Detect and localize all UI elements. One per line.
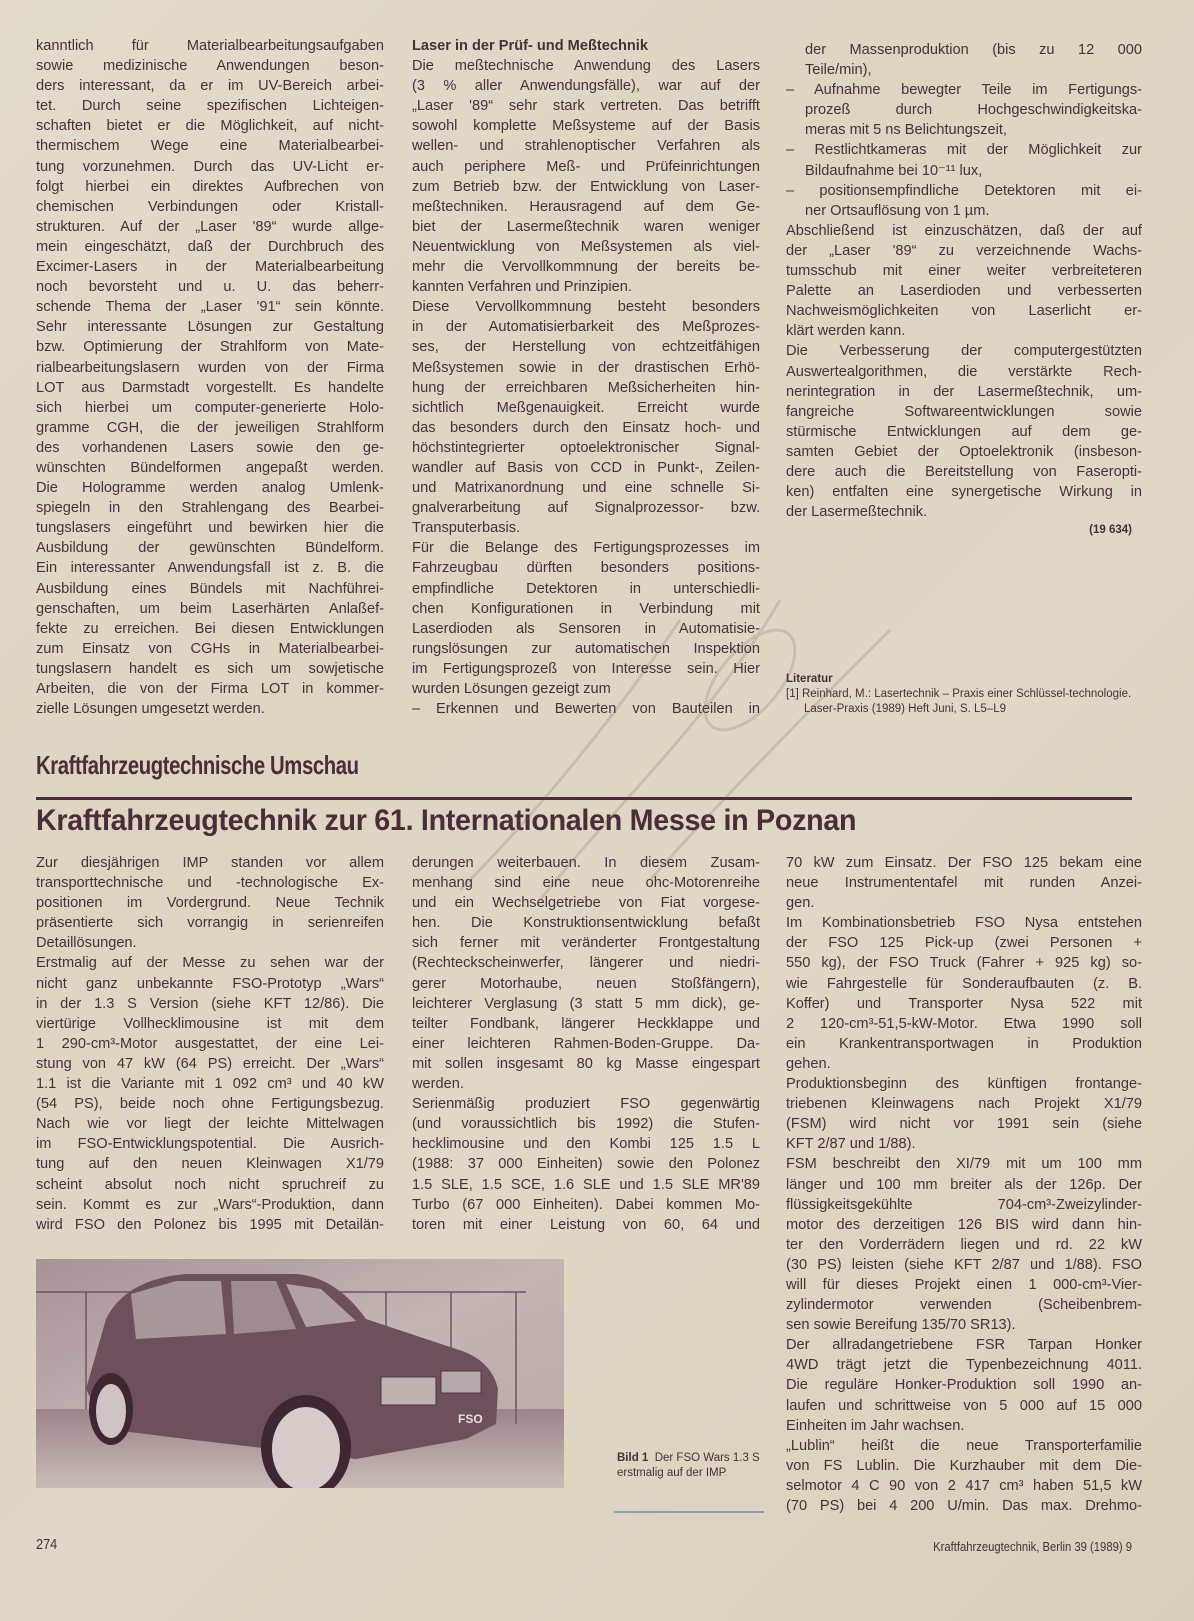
text-line: 4WD trägt jetzt die Typenbezeichnung 4011. (786, 1357, 1142, 1374)
text-line: Die Verbesserung der computergestützten (786, 343, 1142, 360)
text-line: 2 120-cm³-51,5-kW-Motor. Etwa 1990 soll (786, 1015, 1142, 1032)
text-line: 1 290-cm³-Motor ausgestattet, der eine Lei- (36, 1035, 384, 1052)
text-line: Excimer-Lasers in der Materialbearbeitung (36, 259, 384, 276)
text-line: toren mit einer Leistung von 60, 64 und (412, 1216, 760, 1233)
text-line: kanntlich für Materialbearbeitungsaufgaben (36, 38, 384, 54)
article1-column-1 (36, 36, 384, 719)
journal-citation: Kraftfahrzeugtechnik, Berlin 39 (1989) 9 (933, 1540, 1132, 1554)
text-line: tungslasers eingeführt und bewirken hier die (36, 520, 384, 537)
literature-entry: [1] Reinhard, M.: Lasertechnik – Praxis einer Schlüssel-technologie. Laser-Praxis (1989) Heft Juni, S. L5–L9 (786, 688, 1132, 715)
text-line: sen sowie Bereifung 135/70 SR13). (786, 1317, 1016, 1334)
section-label: Kraftfahrzeugtechnische Umschau (36, 750, 359, 780)
text-line: tet. Durch seine spezifischen Lichteigen- (36, 98, 384, 115)
text-line: sowie medizinische Anwendungen beson- (36, 58, 384, 75)
text-line: kannten Verfahren und Prinzipien. (412, 279, 632, 296)
text-line: Teile/min), (805, 62, 872, 79)
text-line: hen. Die Konstruktionsentwicklung befaßt (412, 915, 760, 932)
text-line: wünschten Bündelformen angepaßt werden. (36, 459, 384, 476)
article1-column-2-body (412, 56, 760, 719)
text-line: meras mit 5 ns Belichtungszeit, (805, 122, 1007, 139)
text-line: Neuentwicklung von Meßsystemen als viel- (412, 238, 760, 255)
literature-section (786, 672, 1142, 717)
text-line: fangreiche Softwareentwicklungen sowie (786, 403, 1142, 420)
text-line: menhang sind eine neue ohc-Motorenreihe (412, 875, 760, 892)
text-line: wellen- und strahlenoptischer Verfahren als (412, 138, 760, 155)
text-line: im FSO-Entwicklungspotential. Die Ausrich- (36, 1136, 384, 1153)
text-line: stung von 47 kW (64 PS) erreicht. Der „Wars“ (36, 1055, 384, 1072)
text-line: im Fertigungsprozeß von Interesse sein. Hier (412, 660, 760, 677)
text-line: positionen im Vordergrund. Neue Technik (36, 895, 384, 912)
text-line: spiegeln in den Strahlengang des Bearbei- (36, 500, 384, 517)
text-line: einer leichteren Rahmen-Boden-Gruppe. Da- (412, 1035, 760, 1052)
text-line: hecklimousine und den Kombi 125 1.5 L (412, 1136, 760, 1153)
text-line: auch periphere Meß- und Prüfeinrichtungen (412, 158, 760, 175)
text-line: (3 % aller Anwendungsfälle), war auf der (412, 78, 760, 95)
text-line: Bildaufnahme bei 10⁻¹¹ lux, (805, 162, 983, 179)
text-line: in der 1.3 S Version (siehe KFT 12/86). Die (36, 995, 384, 1012)
text-line: in der Automatisierbarkeit des Meßprozes- (412, 319, 760, 336)
caption-rule (614, 1511, 764, 1513)
text-line: wird FSO den Polonez bis 1995 mit Detailän- (36, 1216, 384, 1233)
text-line: wie Fahrgestelle für Sonderaufbauten (z. B. (786, 975, 1142, 992)
text-line: Zur diesjährigen IMP standen vor allem (36, 855, 384, 871)
text-line: Die meßtechnische Anwendung des Lasers (412, 58, 760, 75)
text-line: Meßsystemen sowie in der drastischen Erhö- (412, 359, 760, 376)
text-line: Transputerbasis. (412, 520, 521, 537)
text-line: Der allradangetriebene FSR Tarpan Honker (786, 1337, 1142, 1354)
text-line: folgt hierbei ein direktes Aufbrechen von (36, 178, 384, 195)
text-line: fekte zu erreichen. Bei diesen Entwicklungen (36, 620, 384, 637)
text-line: schende Thema der „Laser '91“ sein könnte. (36, 299, 384, 316)
text-line: – Erkennen und Bewerten von Bauteilen in (412, 701, 760, 718)
text-line: scheint absolut noch nicht spruchreif zu (36, 1176, 384, 1193)
text-line: – positionsempfindliche Detektoren mit ei- (786, 182, 1142, 199)
text-line: ner Ortsauflösung von 1 µm. (805, 202, 990, 219)
text-line: Nach wie vor liegt der leichte Mittelwagen (36, 1116, 384, 1133)
text-line: Die reguläre Honker-Produktion soll 1990 an- (786, 1377, 1142, 1394)
text-line: 550 kg), der FSO Truck (Fahrer + 925 kg) so- (786, 955, 1142, 972)
article-reference-number: (19 634) (1089, 524, 1132, 536)
text-line: will für dieses Projekt einen 1 000-cm³-Vier- (786, 1276, 1142, 1293)
text-line: sichtlich Meßgenauigkeit. Erreicht wurde (412, 399, 760, 416)
figure-caption (617, 1451, 767, 1481)
text-line: zum Einsatz von CGHs in Materialbearbei- (36, 640, 384, 657)
text-line: sich ferner mit veränderter Frontgestaltung (412, 935, 760, 952)
text-line: teilter Fondbank, längerer Heckklappe und (412, 1015, 760, 1032)
page-number: 274 (36, 1536, 58, 1553)
text-line: der Massenproduktion (bis zu 12 000 (805, 42, 1142, 58)
text-line: tung vorzunehmen. Durch das UV-Licht er- (36, 158, 384, 175)
article1-column-2 (412, 36, 760, 719)
text-line: zylindermotor verwenden (Scheibenbrem- (786, 1297, 1142, 1314)
text-line: präsentierte sich vorrangig in serienreifen (36, 915, 384, 932)
text-line: sowohl komplette Meßsysteme auf der Basis (412, 118, 760, 135)
text-line: meßtechniken. Herausragend auf dem Ge- (412, 198, 760, 215)
subheading-laser-messtechnik: Laser in der Prüf- und Meßtechnik (412, 38, 648, 54)
text-line: chen Konfigurationen in Verbindung mit (412, 600, 760, 617)
text-line: prozeß durch Hochgeschwindigkeitska- (805, 102, 1142, 119)
text-line: „Lublin“ heißt die neue Transporterfamilie (786, 1437, 1142, 1454)
text-line: ken) entfalten eine synergetische Wirkung in (786, 484, 1142, 501)
text-line: Erstmalig auf der Messe zu sehen war der (36, 955, 384, 972)
text-line: nicht ganz unbekannte FSO-Prototyp „Wars“ (36, 975, 384, 992)
text-line: selmotor 4 C 90 von 2 417 cm³ haben 51,5 kW (786, 1477, 1142, 1494)
text-line: ter den Vorderrädern liegen und rd. 22 kW (786, 1236, 1142, 1253)
text-line: rungslösungen zur automatischen Inspektion (412, 640, 760, 657)
text-line: sein. Kommt es zur „Wars“-Produktion, dann (36, 1196, 384, 1213)
text-line: ders interessant, da er im UV-Bereich arbei- (36, 78, 384, 95)
text-line: thermischem Wege eine Materialbearbei- (36, 138, 384, 155)
text-line: der FSO 125 Pick-up (zwei Personen + (786, 935, 1142, 952)
text-line: (FSM) wird nicht vor 1991 sein (siehe (786, 1116, 1142, 1133)
text-line: Koffer) und Transporter Nysa 522 mit (786, 995, 1142, 1012)
text-line: FSM beschreibt den XI/79 mit um 100 mm (786, 1156, 1142, 1173)
text-line: mehr die Vervollkommnung der bereits be- (412, 259, 760, 276)
text-line: empfindliche Detektoren in unterschiedli- (412, 580, 760, 597)
text-line: – Restlichtkameras mit der Möglichkeit zur (786, 142, 1142, 159)
text-line: Sehr interessante Lösungen zur Gestaltung (36, 319, 384, 336)
text-line: samten Gebiet der Optoelektronik (insbeson- (786, 443, 1142, 460)
text-line: Abschließend ist einzuschätzen, daß der auf (786, 222, 1142, 239)
text-line: der „Laser '89“ zu verzeichnende Wachs- (786, 242, 1142, 259)
text-line: genschaften, um beim Laserhärten Anlaßef- (36, 600, 384, 617)
car-photo-illustration (36, 1259, 564, 1488)
text-line: (70 PS) bei 4 200 U/min. Das max. Drehmo- (786, 1498, 1142, 1514)
text-line: mein eingeschätzt, daß der Durchbruch des (36, 238, 384, 255)
text-line: Turbo (67 000 Einheiten). Dabei kommen Mo- (412, 1196, 760, 1213)
text-line: gnalverarbeitung auf Signalprozessor- bzw. (412, 500, 760, 517)
text-line: Auswertealgorithmen, die verstärkte Rech- (786, 363, 1142, 380)
article-title: Kraftfahrzeugtechnik zur 61. Internationalen Messe in Poznan (36, 804, 857, 837)
text-line: wurden Lösungen gezeigt zum (412, 681, 611, 697)
text-line: laufen und schrittweise von 5 000 auf 15 000 (786, 1397, 1142, 1414)
text-line: mit sollen insgesamt 80 kg Masse eingespart (412, 1055, 760, 1072)
text-line: Laserdioden als Sensoren in Automatisie- (412, 620, 760, 637)
text-line: (und voraussichtlich bis 1992) die Stufen- (412, 1116, 760, 1133)
text-line: Im Kombinationsbetrieb FSO Nysa entstehen (786, 915, 1142, 932)
car-photo-fso-wars (36, 1259, 564, 1488)
figure-caption-text: Der FSO Wars 1.3 S erstmalig auf der IMP (617, 1452, 760, 1479)
text-line: viertürige Vollhecklimousine ist mit dem (36, 1015, 384, 1032)
text-line: (Rechteckscheinwerfer, längerer und niedri- (412, 955, 760, 972)
text-line: das besonders durch den Einsatz hoch- und (412, 419, 760, 436)
text-line: Ein interessanter Anwendungsfall ist z. B. die (36, 560, 384, 577)
text-line: transporttechnische und -technologische Ex- (36, 875, 384, 892)
text-line: KFT 2/87 und 1/88). (786, 1136, 916, 1153)
text-line: strukturen. Auf der „Laser '89“ wurde allge- (36, 218, 384, 235)
text-line: klärt werden kann. (786, 323, 906, 340)
text-line: zielle Lösungen umgesetzt werden. (36, 701, 265, 718)
text-line: Diese Vervollkommnung besteht besonders (412, 299, 760, 316)
text-line: Serienmäßig produziert FSO gegenwärtig (412, 1096, 760, 1113)
text-line: hung der erreichbaren Meßsicherheiten hin- (412, 379, 760, 396)
text-line: Ausbildung der gewünschten Bündelform. (36, 540, 384, 557)
text-line: Fahrzeugbau dürften besonders positions- (412, 560, 760, 577)
text-line: des vorhandenen Lasers sowie den ge- (36, 439, 384, 456)
text-line: gehen. (786, 1055, 831, 1072)
figure-caption-label: Bild 1 (617, 1452, 649, 1464)
text-line: zum Betrieb bzw. der Entwicklung von Laser- (412, 178, 760, 195)
text-line: 70 kW zum Einsatz. Der FSO 125 bekam eine (786, 855, 1142, 871)
text-line: sich hierbei um computer-generierte Holo- (36, 399, 384, 416)
text-line: Palette an Laserdioden und verbesserten (786, 283, 1142, 300)
text-line: Ausbildung eines Bündels mit Nachführei- (36, 580, 384, 597)
text-line: wandler auf Basis von CCD in Punkt-, Zeilen- (412, 459, 760, 476)
text-line: ein Krankentransportwagen in Produktion (786, 1035, 1142, 1052)
text-line: werden. (412, 1076, 464, 1093)
article1-column-3 (786, 40, 1142, 522)
text-line: leichterer Verglasung (3 statt 5 mm dick), ge- (412, 995, 760, 1012)
article2-column-3 (786, 853, 1142, 1516)
article2-column-1 (36, 853, 384, 1235)
text-line: neue Instrumententafel mit runden Anzei- (786, 875, 1142, 892)
text-line: Nachweismöglichkeiten von Laserlicht er- (786, 303, 1142, 320)
text-line: (30 PS) leisten (siehe KFT 2/87 und 1/88). FSO (786, 1256, 1142, 1273)
text-line: gen. (786, 895, 815, 912)
text-line: triebenen Kleinwagens nach Projekt X1/79 (786, 1096, 1142, 1113)
text-line: tungslasern handelt es sich um sowjetische (36, 660, 384, 677)
text-line: Für die Belange des Fertigungsprozesses im (412, 540, 760, 557)
text-line: bzw. Optimierung der Strahlform von Mate- (36, 339, 384, 356)
text-line: tumsschub mit einer weiter verbreiteteren (786, 263, 1142, 280)
text-line: chemischen Verbindungen oder Kristall- (36, 198, 384, 215)
text-line: Arbeiten, die von der Firma LOT in kommer- (36, 681, 384, 697)
text-line: und ein Wechselgetriebe von Fiat vorgese- (412, 895, 760, 912)
text-line: nerintegration in der Lasermeßtechnik, um- (786, 383, 1142, 400)
text-line: gerer Motorhaube, neuen Stoßfängern), (412, 975, 760, 992)
text-line: Produktionsbeginn des künftigen frontange- (786, 1076, 1142, 1093)
text-line: Einheiten im Jahr wachsen. (786, 1417, 965, 1434)
text-line: länger und 100 mm breiter als der 126p. Der (786, 1176, 1142, 1193)
text-line: LOT aus Darmstadt vorgestellt. Es handelte (36, 379, 384, 396)
literature-title: Literatur (786, 673, 833, 685)
text-line: gramme CGH, die der jeweiligen Strahlform (36, 419, 384, 436)
section-divider (36, 797, 1132, 800)
text-line: schaften bietet er die Möglichkeit, auf nicht- (36, 118, 384, 135)
text-line: und Matrixanordnung und eine schnelle Si- (412, 480, 760, 497)
text-line: dere auch die Bereitstellung von Faseropti- (786, 463, 1142, 480)
text-line: tung auf den neuen Kleinwagen X1/79 (36, 1156, 384, 1173)
car-badge: FSO (458, 1412, 483, 1426)
text-line: flüssigkeitsgekühlte 704-cm³-Zweizylinder- (786, 1196, 1142, 1213)
text-line: „Laser '89“ sehr stark vertreten. Das betrifft (412, 98, 760, 115)
text-line: von FS Lublin. Die Kurzhauber mit dem Die- (786, 1457, 1142, 1474)
text-line: höchstintegrierter optoelektronischer Signal- (412, 439, 760, 456)
text-line: (54 PS), beide noch ohne Fertigungsbezug. (36, 1096, 384, 1113)
text-line: 1.5 SLE, 1.5 SCE, 1.6 SLE und 1.5 SLE MR'89 (412, 1176, 760, 1193)
text-line: Detaillösungen. (36, 935, 137, 952)
text-line: rialbearbeitungslasern wurden von der Firma (36, 359, 384, 376)
text-line: Die Hologramme werden analog Umlenk- (36, 480, 384, 497)
text-line: noch bevorsteht und u. U. das beherr- (36, 279, 384, 296)
text-line: (1988: 37 000 Einheiten) sowie den Polonez (412, 1156, 760, 1173)
text-line: ses, der Herstellung von echtzeitfähigen (412, 339, 760, 356)
text-line: derungen weiterbauen. In diesem Zusam- (412, 855, 760, 871)
article2-column-2 (412, 853, 760, 1235)
text-line: – Aufnahme bewegter Teile im Fertigungs- (786, 82, 1142, 99)
text-line: der Lasermeßtechnik. (786, 504, 928, 521)
text-line: biet der Lasermeßtechnik waren weniger (412, 218, 760, 235)
text-line: stürmische Entwicklungen auf dem ge- (786, 423, 1142, 440)
text-line: motor des derzeitigen 126 BIS wird dann hin- (786, 1216, 1142, 1233)
text-line: 1.1 ist die Variante mit 1 092 cm³ und 40 kW (36, 1076, 384, 1093)
